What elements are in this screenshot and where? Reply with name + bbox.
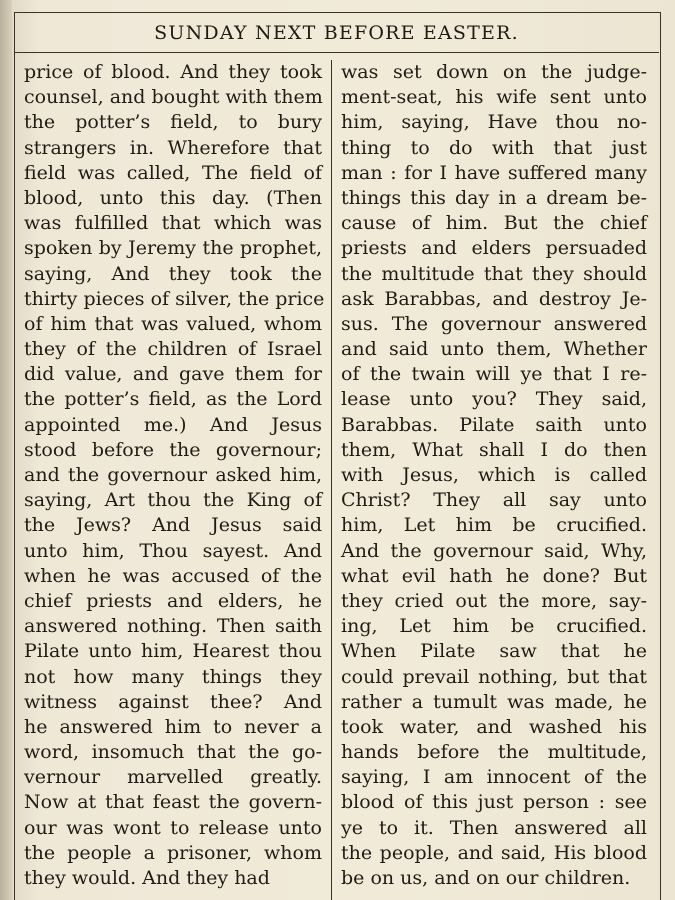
text-line: saying, And they took the (24, 262, 322, 285)
text-line: saying, Art thou the King of (24, 489, 322, 512)
text-line: And the governour said, Why, (341, 539, 647, 562)
text-line: vernour marvelled greatly. (24, 766, 322, 789)
text-line: strangers in. Wherefore that (24, 136, 322, 159)
text-line: not how many things they (24, 665, 322, 688)
text-line: things this day in a dream be- (341, 186, 647, 209)
text-line: blood of this just person : see (341, 791, 647, 814)
text-line: ask Barabbas, and destroy Je- (341, 287, 647, 310)
text-line: what evil hath he done? But (341, 564, 647, 587)
text-line: when he was accused of the (24, 564, 322, 587)
text-line: stood before the governour; (24, 438, 322, 461)
text-line: price of blood. And they took (24, 61, 322, 83)
text-line: did value, and gave them for (24, 363, 322, 386)
text-line: of the twain will ye that I re- (341, 363, 647, 386)
text-line: ye to it. Then answered all (341, 816, 647, 839)
text-line: ment-seat, his wife sent unto (341, 86, 647, 109)
text-line: was set down on the judge- (341, 61, 647, 83)
text-line: took water, and washed his (341, 715, 647, 738)
header-rule (14, 52, 659, 53)
text-line: lease unto you? They said, (341, 388, 647, 411)
right-text-column (341, 60, 647, 891)
text-line: appointed me.) And Jesus (24, 413, 322, 436)
text-line: saying, I am innocent of the (341, 766, 647, 789)
text-line: the people, and said, His blood (341, 841, 647, 864)
text-line: thing to do with that just (341, 136, 647, 159)
text-line: they would. And they had (24, 867, 270, 889)
text-line: priests and elders persuaded (341, 237, 647, 260)
text-line: them, What shall I do then (341, 438, 647, 461)
text-line: with Jesus, which is called (341, 464, 647, 486)
text-line: blood, unto this day. (Then (24, 186, 322, 209)
text-line: Christ? They all say unto (341, 489, 647, 512)
page-gutter-shadow (0, 0, 12, 900)
text-line: of him that was valued, whom (24, 312, 322, 335)
text-line: field was called, The field of (24, 161, 322, 184)
text-line: could prevail nothing, but that (341, 665, 647, 688)
text-line: our was wont to release unto (24, 816, 322, 839)
text-line: him, Let him be crucified. (341, 514, 647, 537)
text-line: the people a prisoner, whom (24, 841, 322, 864)
text-line: the multitude that they should (341, 262, 647, 285)
text-line: unto him, Thou sayest. And (24, 539, 322, 562)
text-line: be on us, and on our children. (341, 867, 631, 889)
text-line: was fulfilled that which was (24, 212, 322, 235)
text-line: sus. The governour answered (341, 312, 647, 335)
text-line: and said unto them, Whether (341, 338, 647, 361)
text-line: chief priests and elders, he (24, 589, 322, 612)
text-line: rather a tumult was made, he (341, 690, 647, 713)
text-line: they cried out the more, say- (341, 589, 647, 612)
text-line: thirty pieces of silver, the price (24, 287, 325, 310)
text-line: spoken by Jeremy the prophet, (24, 237, 322, 260)
text-line: they of the children of Israel (24, 338, 322, 361)
text-line: ing, Let him be crucified. (341, 615, 647, 638)
text-line: hands before the multitude, (341, 741, 647, 764)
text-line: witness against thee? And (24, 690, 322, 713)
left-text-column (24, 60, 325, 891)
text-line: the potter’s field, to bury (24, 111, 322, 134)
text-line: word, insomuch that the go- (24, 741, 322, 764)
text-line: and the governour asked him, (24, 464, 322, 486)
text-line: Barabbas. Pilate saith unto (341, 413, 647, 436)
column-divider (331, 60, 332, 900)
text-line: answered nothing. Then saith (24, 615, 322, 638)
text-line: Now at that feast the govern- (24, 791, 322, 814)
text-line: cause of him. But the chief (341, 212, 647, 235)
text-line: he answered him to never a (24, 715, 322, 738)
running-header: SUNDAY NEXT BEFORE EASTER. (154, 22, 519, 44)
text-line: the potter’s field, as the Lord (24, 388, 322, 411)
text-line: the Jews? And Jesus said (24, 514, 322, 537)
text-line: When Pilate saw that he (341, 640, 647, 663)
text-line: counsel, and bought with them (24, 86, 323, 109)
text-line: man : for I have suffered many (341, 161, 647, 184)
text-line: him, saying, Have thou no- (341, 111, 647, 134)
text-line: Pilate unto him, Hearest thou (24, 640, 322, 663)
